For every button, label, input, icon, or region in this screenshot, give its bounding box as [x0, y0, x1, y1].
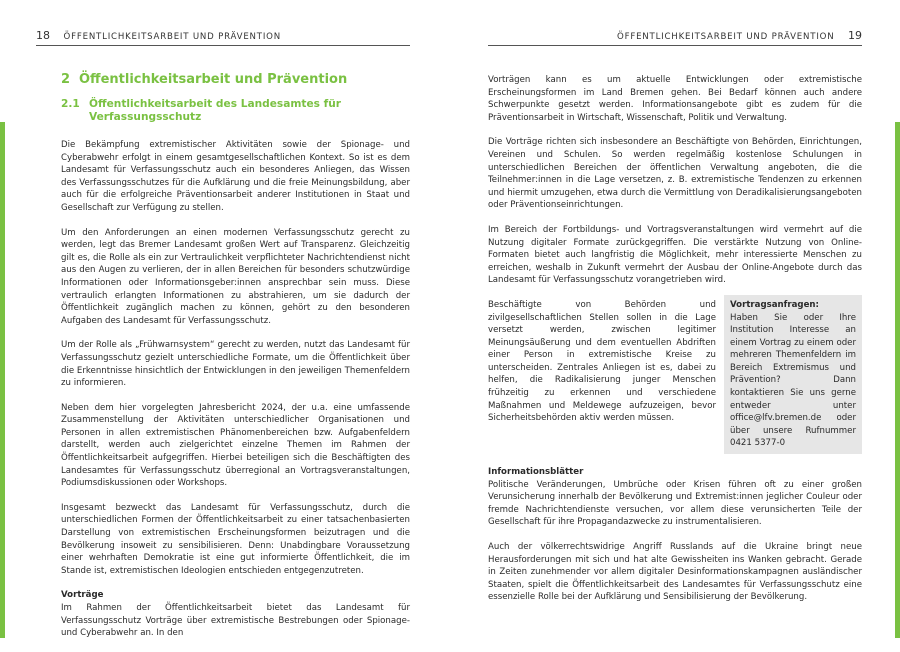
paragraph: Die Bekämpfung extremistischer Aktivitäten sowie der Spionage- und Cyberabwehr erfolgt in einem gesamtgesellschaftlichen Kontext. So ist es dem Landesamt für Verfassungsschutz auch ein besonderes Anliegen, das Wissen des Verfassungsschutzes für die Aufklärung und die freie Meinungsbildung, aber auch für die erfolgreiche Präventionsarbeit anderer Institutionen in Staat und Gesellschaft zur Verfügung zu stellen. [61, 140, 410, 213]
accent-bar-right [895, 122, 900, 638]
page-number-left: 18 [36, 29, 50, 42]
page-header-right [488, 29, 862, 46]
chapter-heading [61, 72, 410, 88]
info-box-text: Haben Sie oder Ihre Institution Interesse an einem Vortrag zu einem oder mehreren Themenfeldern im Bereich Extremismus und Prävention? Dann kontaktieren Sie uns gerne entweder unter office@lfv.bremen.de oder über unsere Rufnummer 0421 5377-0 [730, 312, 856, 449]
accent-bar-left [0, 122, 5, 638]
chapter-number: 2 [61, 72, 71, 87]
subheading-informationsblaetter: Informationsblätter [488, 467, 584, 478]
paragraph: Auch der völkerrechtswidrige Angriff Russlands auf die Ukraine bringt neue Herausforderungen mit sich und hat alte Gewissheiten ins Wanken gebracht. Gerade in Zeiten zunehmender vor allem digitaler Desinformationskampagnen ausländischer Staaten, spielt die Öffentlichkeitsarbeit des Landesamtes für Verfassungsschutz eine essenzielle Rolle bei der Aufklärung und Sensibilisierung der Bevölkerung. [488, 542, 862, 603]
left-page [0, 0, 450, 638]
subheading-vortraege: Vorträge [61, 590, 104, 601]
running-title-left: ÖFFENTLICHKEITSARBEIT UND PRÄVENTION [63, 32, 281, 42]
right-column [488, 74, 862, 616]
text-with-infobox [488, 299, 862, 454]
left-column [61, 72, 410, 652]
paragraph: Im Rahmen der Öffentlichkeitsarbeit bietet das Landesamt für Verfassungsschutz Vorträge über extremistische Bestrebungen oder Spionage- und Cyberabwehr an. In den [61, 603, 410, 639]
contact-info-box [724, 295, 862, 454]
paragraph: Insgesamt bezweckt das Landesamt für Verfassungsschutz, durch die unterschiedlichen Formen der Öffentlichkeitsarbeit zu einer tatsachenbasierten Darstellung von extremistischen Erscheinungsformen beizutragen und die Bevölkerung insoweit zu sensibilisieren. Denn: Unabdingbare Voraussetzung einer wehrhaften Demokratie ist eine gut informierte Öffentlichkeit, die im Stande ist, extremistischen Ideologien entschieden entgegenzutreten. [61, 502, 410, 576]
paragraph: Die Vorträge richten sich insbesondere an Beschäftigte von Behörden, Einrichtungen, Vereinen und Schulen. So werden regelmäßig kostenlose Schulungen in unterschiedlichen Bereichen der öffentlichen Verwaltung angeboten, die die Teilnehmer:innen in die Lage versetzen, z. B. extremistische Tendenzen zu erkennen und hiermit umzugehen, etwa durch die Vermittlung von Deradikalisierungsangeboten oder Präventionseinrichtungen. [488, 137, 862, 211]
running-title-right: ÖFFENTLICHKEITSARBEIT UND PRÄVENTION [617, 32, 835, 42]
page-header-left [36, 29, 410, 46]
section-number: 2.1 [61, 98, 80, 110]
info-box-title: Vortragsanfragen: [730, 299, 819, 310]
section-heading [61, 98, 410, 124]
paragraph: Um den Anforderungen an einen modernen Verfassungsschutz gerecht zu werden, legt das Bremer Landesamt großen Wert auf Transparenz. Gleichzeitig gilt es, die Rolle als ein zur Vertraulichkeit verpflichteter Nachrichtendienst nicht aus den Augen zu verlieren, der in allen Bereichen für besonders schutzwürdige Informationen oder Informationsgeber:innen ansprechbar sein muss. Diese vertraulich erlangten Informationen zu abstrahieren, um sie dadurch der Öffentlichkeit zugänglich machen zu können, gehört zu den besonderen Aufgaben des Landesamt für Verfassungsschutz. [61, 227, 410, 326]
section-title: Öffentlichkeitsarbeit des Landesamtes für Verfassungsschutz [89, 98, 342, 123]
right-page [450, 0, 900, 638]
paragraph: Politische Veränderungen, Umbrüche oder Krisen führen oft zu einer großen Verunsicherung innerhalb der Bevölkerung und Extremist:innen jeglicher Couleur oder fremde Nachrichtendienste versuchen, vor allem diese verunsicherten Teile der Gesellschaft für ihre Propagandazwecke zu instrumentalisieren. [488, 479, 862, 528]
page-number-right: 19 [848, 29, 862, 42]
paragraph: Neben dem hier vorgelegten Jahresbericht 2024, der u.a. eine umfassende Zusammenstellung der Aktivitäten unterschiedlicher Organisationen und Personen in allen extremistischen Phänomenbereichen bzw. Aufgabenfeldern darstellt, werden auch zielgerichtet einzelne Themen im Rahmen der Öffentlichkeitsarbeit aufgegriffen. Hierbei beteiligen sich die Beschäftigten des Landesamtes für Verfassungsschutz überregional an Vortragsveranstaltungen, Podiumsdiskussionen oder Workshops. [61, 402, 410, 489]
chapter-title: Öffentlichkeitsarbeit und Prävention [79, 72, 348, 87]
paragraph: Um der Rolle als „Frühwarnsystem“ gerecht zu werden, nutzt das Landesamt für Verfassungsschutz gezielt unterschiedliche Formate, um die Öffentlichkeit über die Erkenntnisse hinsichtlich der Entwicklungen in den jeweiligen Themenfeldern zu informieren. [61, 340, 410, 389]
paragraph: Vorträgen kann es um aktuelle Entwicklungen oder extremistische Erscheinungsformen im Land Bremen gehen. Bei Bedarf können auch andere Schwerpunkte gesetzt werden. Informationsangebote gibt es zudem für die Präventionsarbeit in Wirtschaft, Wissenschaft, Politik und Verwaltung. [488, 75, 862, 123]
paragraph: Im Bereich der Fortbildungs- und Vortragsveranstaltungen wird vermehrt auf die Nutzung digitaler Formate zurückgegriffen. Die verstärkte Nutzung von Online-Formaten bietet auch langfristig die Möglichkeit, mehr interessierte Menschen zu erreichen, weshalb in Zukunft vermehrt der Ausbau der Online-Angebote durch das Landesamt für Verfassungsschutz vorangetrieben wird. [488, 224, 862, 286]
paragraph: Beschäftigte von Behörden und zivilgesellschaftlichen Stellen sollen in die Lage versetzt werden, zwischen legitimer Meinungsäußerung und dem eventuellen Abdriften einer Person in extremistische Kreise zu unterscheiden. Zentrales Anliegen ist es, dabei zu helfen, die Radikalisierung junger Menschen frühzeitig zu erkennen und verschiedene Maßnahmen und Meldewege aufzuzeigen, bevor Sicherheitsbehörden aktiv werden müssen. [488, 299, 716, 424]
